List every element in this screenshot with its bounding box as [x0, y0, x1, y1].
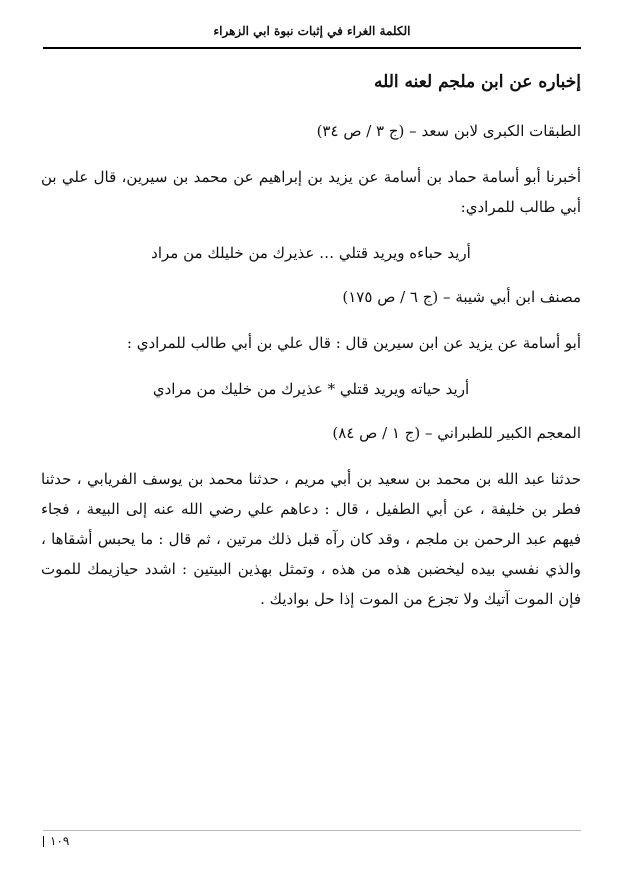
hadith-paragraph-1: أخبرنا أبو أسامة حماد بن أسامة عن يزيد بن إبراهيم عن محمد بن سيرين، قال علي بن أبي طالب للمرادي: — [41, 168, 581, 216]
page-number-separator — [43, 836, 44, 847]
section-heading: إخباره عن ابن ملجم لعنه الله — [373, 72, 581, 92]
verse-line-2: أريد حياته ويريد قتلي * عذيرك من خليك من مرادي — [152, 380, 470, 398]
hadith-paragraph-3: حدثنا عبد الله بن محمد بن سعيد بن أبي مريم ، حدثنا محمد بن يوسف الفريابي ، حدثنا فطر بن خليفة ، عن أبي الطفيل ، قال : دعاهم علي رضي الله عنه إلى البيعة ، فجاء فيهم عبد الرحمن بن ملجم ، وقد كان رآه قبل ذلك مرتين ، ثم قال : ما يحبس أشقاها ، والذي نفسي بيده ليخضبن هذه من هذه ، وتمثل بهذين البيتين : اشدد حيازيمك للموت فإن الموت آتيك ولا تجزع من الموت إذا حل بواديك . — [41, 470, 581, 608]
verse-line-1: أريد حباءه ويريد قتلي … عذيرك من خليلك من مراد — [151, 244, 471, 262]
source-reference-1: الطبقات الكبرى لابن سعد – (ج ٣ / ص ٣٤) — [316, 122, 581, 140]
page-body — [41, 68, 581, 632]
source-reference-2: مصنف ابن أبي شيبة – (ج ٦ / ص ١٧٥) — [342, 288, 581, 306]
page-number — [43, 834, 69, 848]
running-header-title: الكلمة الغراء في إثبات نبوة ابي الزهراء — [213, 24, 411, 38]
page-number-value: ١٠٩ — [50, 834, 70, 848]
source-reference-3: المعجم الكبير للطبراني – (ج ١ / ص ٨٤) — [332, 424, 581, 442]
footer-divider — [43, 830, 581, 831]
header-divider — [43, 47, 581, 49]
hadith-paragraph-2: أبو أسامة عن يزيد عن ابن سيرين قال : قال علي بن أبي طالب للمرادي : — [126, 334, 581, 352]
